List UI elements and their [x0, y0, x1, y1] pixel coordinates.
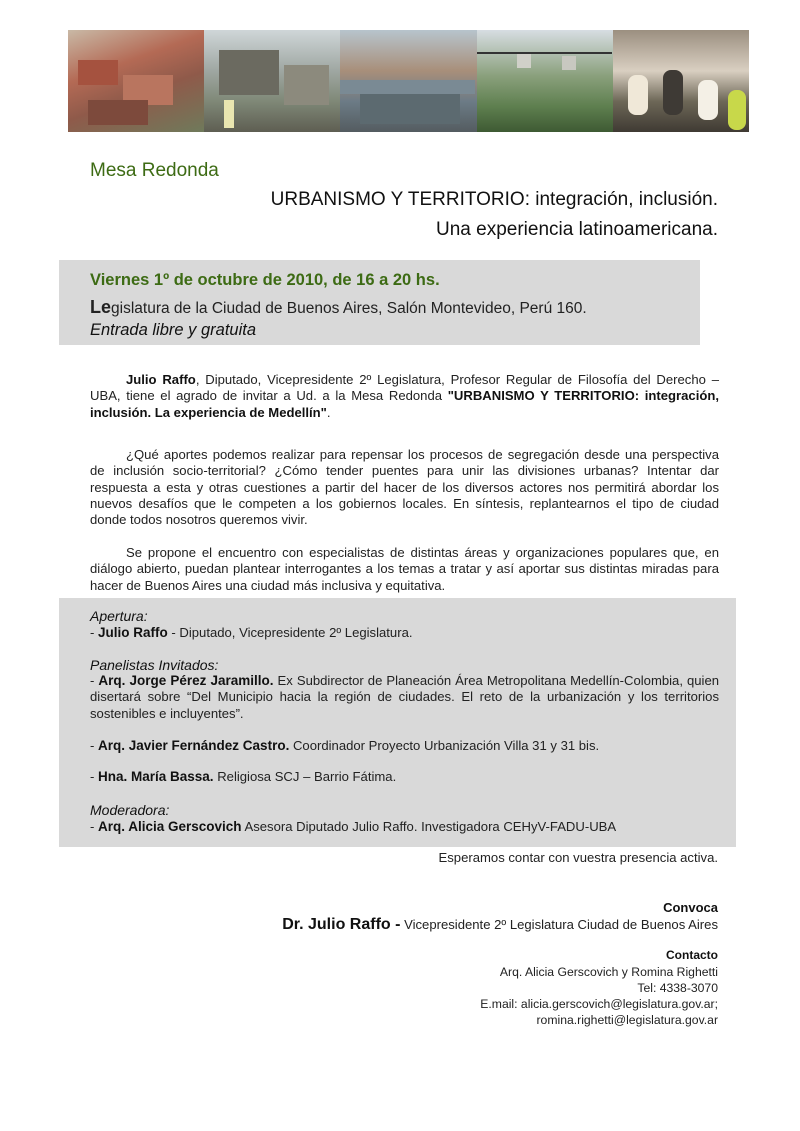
invitation-text: , Diputado, Vicepresidente 2º Legislatura, Profesor Regular de Filosofía del Derecho – UBA, tiene el agrado de invitar a Ud. a la Mesa Redonda — [90, 372, 719, 404]
contact-email-1[interactable]: E.mail: alicia.gerscovich@legislatura.gov.ar; — [480, 997, 718, 1011]
opening-heading-text: Apertura: — [90, 608, 148, 624]
opening-item — [90, 625, 719, 641]
photo-banner — [68, 30, 749, 132]
photo-community-meeting — [613, 30, 749, 132]
roundtable-name: "URBANISMO Y TERRITORIO: integración, inclusión. La experiencia de Medellín" — [90, 388, 719, 420]
panelist-prefix: - — [90, 673, 99, 688]
event-date: Viernes 1º de octubre de 2010, de 16 a 20 hs. — [90, 271, 440, 289]
event-venue — [90, 297, 587, 318]
questions-paragraph — [90, 447, 719, 528]
panelist-prefix: - — [90, 769, 98, 784]
venue-lead-letters: Le — [90, 297, 112, 317]
panelist-name: Arq. Javier Fernández Castro. — [98, 738, 290, 753]
photo-metro-station — [340, 30, 476, 132]
panelist-description: Ex Subdirector de Planeación Área Metropolitana Medellín-Colombia, quien disertará sobre “Del Municipio hacia la región de ciudades. El reto de la urbanización y los territorios sostenibles e incluyentes”. — [90, 673, 720, 721]
panelist-description: Religiosa SCJ – Barrio Fátima. — [213, 769, 397, 784]
contact-email-2[interactable]: romina.righetti@legislatura.gov.ar — [536, 1013, 718, 1027]
opening-speaker: Julio Raffo — [98, 625, 168, 640]
opening-heading — [90, 608, 719, 625]
invitation-end: . — [326, 404, 331, 420]
panelist-name: Hna. María Bassa. — [98, 769, 214, 784]
moderator-name: Arq. Alicia Gerscovich — [98, 819, 242, 834]
moderator-heading-text: Moderadora: — [90, 802, 170, 818]
opening-speaker-role: - Diputado, Vicepresidente 2º Legislatura. — [167, 625, 413, 640]
venue-text: gislatura de la Ciudad de Buenos Aires, Salón Montevideo, Perú 160. — [111, 300, 587, 317]
questions-text: ¿Qué aportes podemos realizar para repensar los procesos de segregación desde una perspectiva de inclusión socio-territorial? ¿Cómo tender puentes para unir las divisiones urbanas? Intentar dar respuesta a esta y otras cuestiones a partir del hacer de los diversos actores nos permitirá abordar los nuevos desafíos que le competen a los gobiernos locales. En síntesis, replantearnos el tipo de ciudad donde todos nosotros queremos vivir. — [90, 447, 719, 528]
event-type-heading: Mesa Redonda — [90, 160, 219, 181]
contact-heading: Contacto — [666, 948, 718, 962]
proposal-text: Se propone el encuentro con especialistas de distintas áreas y organizaciones populares que, en diálogo abierto, puedan plantear interrogantes a los temas a tratar y así aportar sus distintas miradas para hacer de Buenos Aires una ciudad más inclusiva y equitativa. — [90, 545, 719, 593]
convener-role: Vicepresidente 2º Legislatura Ciudad de Buenos Aires — [400, 917, 718, 932]
moderator-heading — [90, 802, 719, 819]
moderator-item — [90, 819, 719, 835]
convener-name: Dr. Julio Raffo - — [282, 916, 401, 933]
contact-phone: Tel: 4338-3070 — [637, 981, 718, 995]
panelist-item — [90, 769, 719, 785]
event-title-line1: URBANISMO Y TERRITORIO: integración, inclusión. — [270, 189, 718, 210]
convoca-label: Convoca — [663, 900, 718, 915]
panelist-name: Arq. Jorge Pérez Jaramillo. — [98, 673, 274, 688]
panelist-item — [90, 738, 719, 754]
panelists-heading — [90, 657, 719, 674]
host-name: Julio Raffo — [126, 372, 196, 387]
moderator-prefix: - — [90, 819, 98, 834]
proposal-paragraph — [90, 545, 719, 594]
panelist-description: Coordinador Proyecto Urbanización Villa 31 y 31 bis. — [289, 738, 600, 753]
moderator-description: Asesora Diputado Julio Raffo. Investigadora CEHyV-FADU-UBA — [241, 819, 617, 834]
photo-library-plaza — [204, 30, 340, 132]
panelists-heading-text: Panelistas Invitados: — [90, 657, 219, 673]
contact-names: Arq. Alicia Gerscovich y Romina Righetti — [499, 965, 718, 979]
closing-line: Esperamos contar con vuestra presencia activa. — [438, 850, 718, 865]
invitation-paragraph — [90, 372, 719, 421]
panelist-item — [90, 673, 719, 722]
photo-hillside-houses — [68, 30, 204, 132]
convener — [282, 916, 718, 934]
panelist-prefix: - — [90, 738, 98, 753]
opening-prefix: - — [90, 625, 98, 640]
event-title-line2: Una experiencia latinoamericana. — [436, 219, 718, 240]
photo-cable-car — [477, 30, 613, 132]
entry-note: Entrada libre y gratuita — [90, 321, 257, 339]
